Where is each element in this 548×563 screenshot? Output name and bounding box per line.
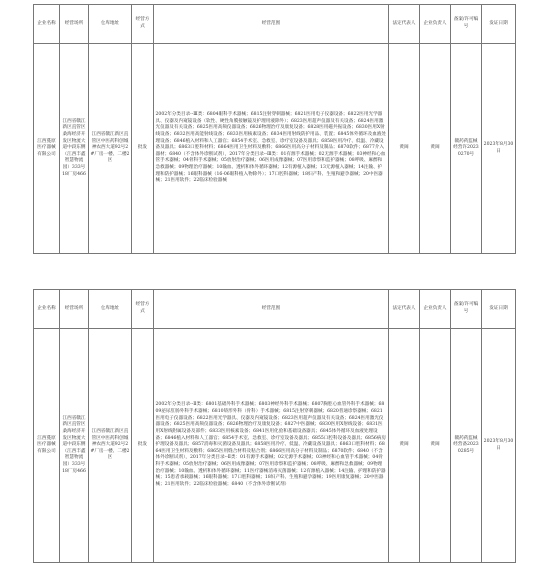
header-scope: 经营范围 [154,5,389,44]
header-mode: 经营方式 [132,290,154,329]
issue-date: 2023年8月30日 [482,44,516,254]
warehouse-address: 江西省赣江新区直管区中医药科创城神农西大道92号2#厂房一楼、二楼2区 [89,44,132,254]
header-record-no: 备案/许可编号 [451,5,482,44]
header-legal-rep: 法定代表人 [389,5,420,44]
header-warehouse: 仓库地址 [89,290,132,329]
header-scope: 经营范围 [154,290,389,329]
issue-date: 2023年8月30日 [482,329,516,563]
business-scope: 2002年分类目录--Ⅱ类：6801基础外科手术器械；6803神经外科手术器械；6807胸腔心血管外科手术器械；6809泌尿肛肠外科手术器械；6810矫形外科（骨科）手术器械；6815注射穿刺器械；6820普通诊察器械；6821医用电子仪器设备；6822医用光学器具、仪器及内窥镜设备；6823医用超声仪器及有关设备；6824医用激光仪器设备；6825医用高频仪器设备；6826物理治疗及康复设备；6827中医器械；6830医用X射线设备；6831医用X射线附属设备及部件；6833医用核素设备；6841医用化验和基础设备器具；6845体外循环及血液处理设备；6846植入材料和人工器官；6854手术室、急救室、诊疗室设备及器具；6855口腔科设备及器具；6856病房护理设备及器具；6857消毒和灭菌设备及器具；6858医用冷疗、低温、冷藏设备及器具；6863口腔科材料；6864医用卫生材料及敷料；6865医用缝合材料及粘合剂；6866医用高分子材料及制品；6870软件；6840（不含体外诊断试剂），2017年分类目录--Ⅱ类：01有源手术器械；02无源手术器械；03神经和心血管手术器械；04骨科手术器械；05放射治疗器械；06医用成像器械；07医用诊察和监护器械；08呼吸、麻醉和急救器械；09物理治疗器械；10输血、透析和体外循环器械；11医疗器械消毒灭菌器械；12有源植入器械；14注输、护理和防护器械；15患者承载器械；16眼科器械；17口腔科器械；18妇产科、生殖和避孕器械；19医用康复器械；20中医器械；21医用软件；22临床检验器械；6840（不含体外诊断试剂） [154,329,389,563]
header-mode: 经营方式 [132,5,154,44]
registration-table-2 [33,289,516,563]
header-issue-date: 发证日期 [482,5,516,44]
table-header-row [34,290,516,329]
legal-rep: 黄闽 [389,44,420,254]
legal-rep: 黄闽 [389,329,420,563]
business-scope: 2002年分类目录--Ⅲ类：6804眼科手术器械；6815注射穿刺器械；6821医用电子仪器设备；6822医用光学器具、仪器及内窥镜设备（软性、硬性角膜接触镜及护理用液除外）；6823医用超声仪器及有关设备；6824医用激光仪器及有关设备；6825医用高频仪器设备；6826物理治疗及康复设备；6828医用磁共振设备；6830医用X射线设备；6832医用高能射线设备；6833医用核素设备；6834医用射线防护用品、装置；6845体外循环及血液处理设备；6846植入材料和人工器官；6854手术室、急救室、诊疗室设备及器具；6858医用冷疗、低温、冷藏设备及器具；6863口腔科材料；6864医用卫生材料及敷料；6866医用高分子材料及制品；6870软件；6877介入器材；6840（不含体外诊断试剂），2017年分类目录--Ⅲ类：01有源手术器械；02无源手术器械；03神经和心血管手术器械；04骨科手术器械；05放射治疗器械；06医用成像器械；07医用诊察和监护器械；08呼吸、麻醉和急救器械；09物理治疗器械；10输血、透析和体外循环器械；12有源植入器械；13无源植入器械；14注输、护理和防护器械；16眼科器械（16-06眼科植入物除外）；17口腔科器械；18妇产科、生殖和避孕器械；20中医器械；21医用软件；22临床检验器械 [154,44,389,254]
header-warehouse: 仓库地址 [89,5,132,44]
warehouse-address: 江西省赣江新区直管区中医药科创城神农西大道92号2#厂房一楼、二楼2区 [89,329,132,563]
header-premises: 经营场所 [60,5,89,44]
header-responsible: 企业负责人 [420,5,451,44]
premises: 江西省赣江新区直管区桑海经济开发区物流大道中段东侧（江西丰鑫智慧物流园）333号18厂房466 [60,329,89,563]
header-responsible: 企业负责人 [420,290,451,329]
responsible-person: 黄闽 [420,329,451,563]
table-row [34,329,516,563]
record-number: 赣药药监械经营许20230270号 [451,44,482,254]
premises: 江西省赣江新区直管区桑海经济开发区物流大道中段东侧（江西丰鑫智慧物流园）333号18厂房466 [60,44,89,254]
company-name: 江西蔓原医疗器械有限公司 [34,44,60,254]
header-premises: 经营场所 [60,290,89,329]
record-number: 赣药药监械经营备20230285号 [451,329,482,563]
registration-table-1 [33,4,516,254]
responsible-person: 黄闽 [420,44,451,254]
header-company-name: 企业名称 [34,5,60,44]
header-company-name: 企业名称 [34,290,60,329]
table-header-row [34,5,516,44]
header-legal-rep: 法定代表人 [389,290,420,329]
business-mode: 批发 [132,329,154,563]
table-row [34,44,516,254]
header-record-no: 备案/许可编号 [451,290,482,329]
company-name: 江西蔓原医疗器械有限公司 [34,329,60,563]
header-issue-date: 发证日期 [482,290,516,329]
business-mode: 批发 [132,44,154,254]
